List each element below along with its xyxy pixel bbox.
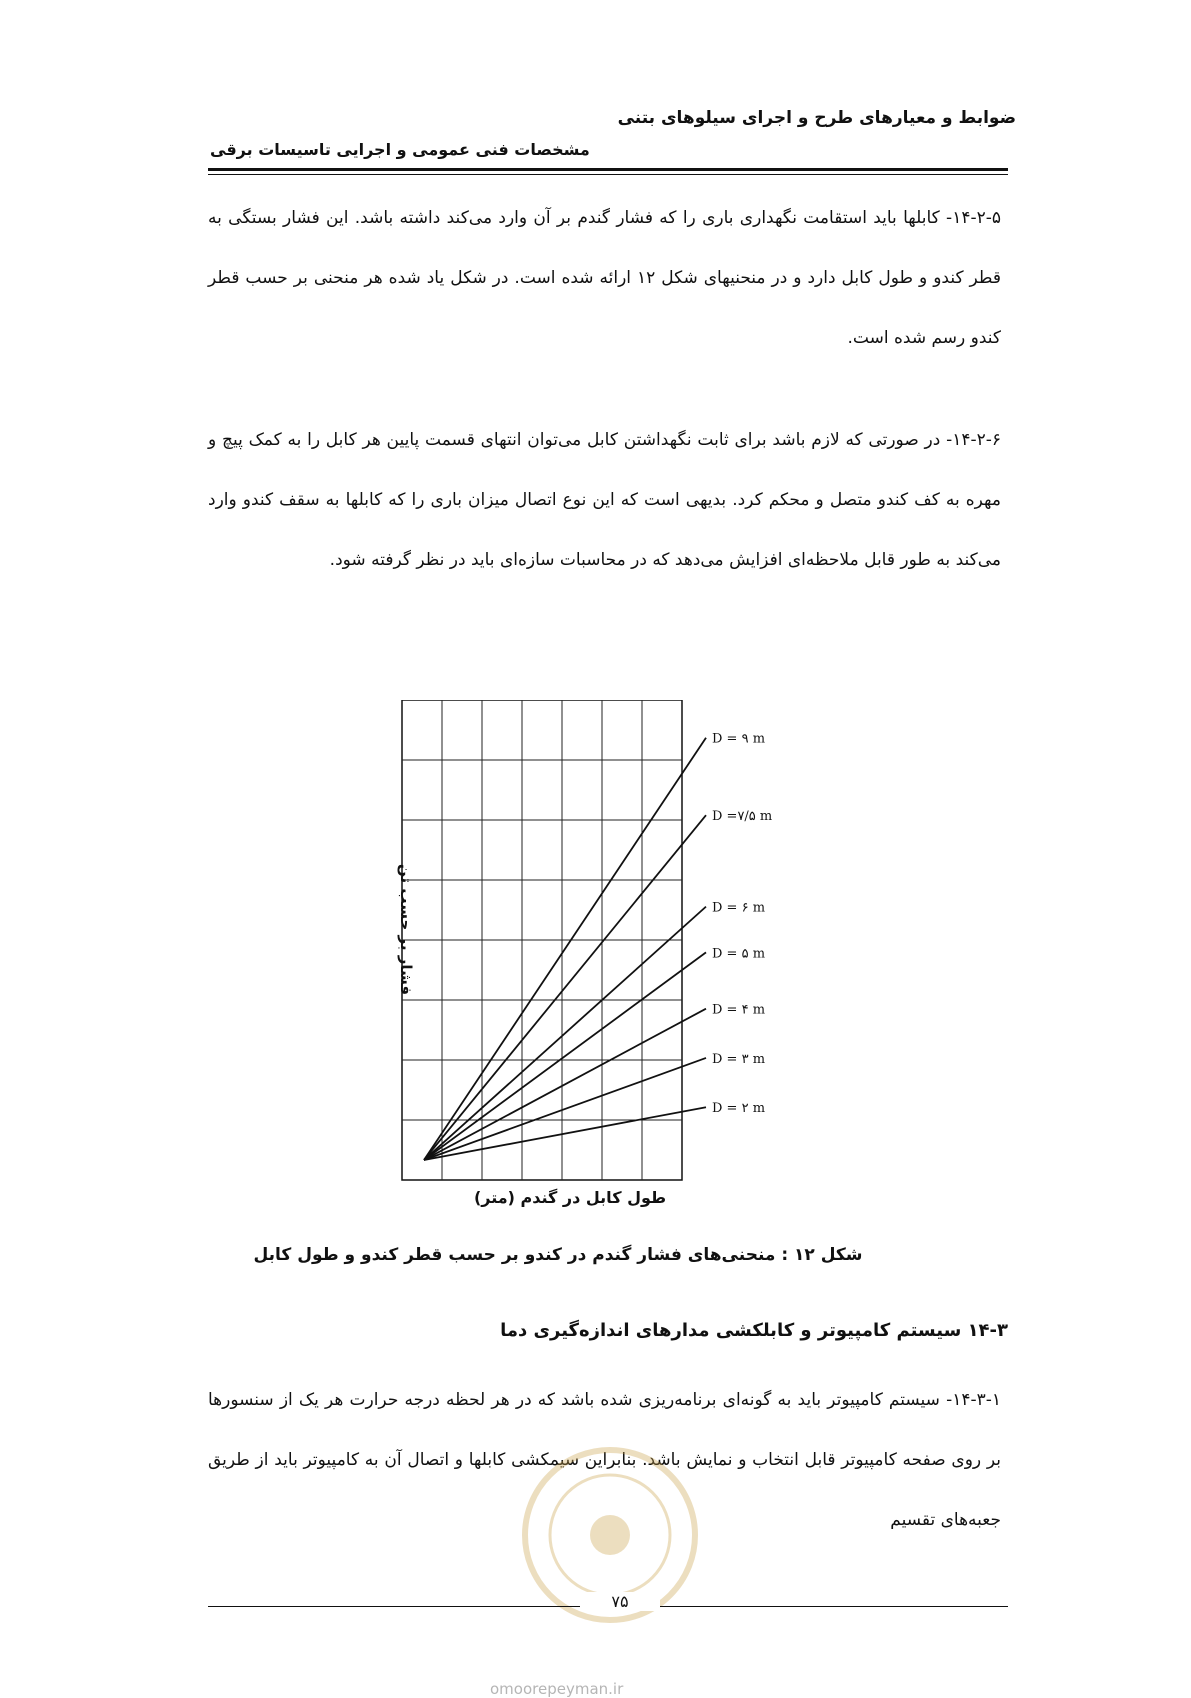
series-line-2 <box>424 907 706 1160</box>
watermark-text: omoorepeyman.ir <box>490 1680 624 1698</box>
series-label-3: D = ۵ m <box>712 946 766 962</box>
figure-12-chart <box>380 700 850 1220</box>
section-heading: ۱۴-۳ سیستم کامپیوتر و کابلکشی مدارهای اندازه‌گیری دما <box>500 1320 1008 1341</box>
header-rule-thin <box>208 174 1008 175</box>
header-left-title: مشخصات فنی عمومی و اجرایی تاسیسات برقی <box>210 140 590 159</box>
series-label-1: D =۷/۵ m <box>712 809 773 825</box>
paragraph-14-2-6: ۱۴-۲-۶- در صورتی که لازم باشد برای ثابت نگهداشتن کابل می‌توان انتهای قسمت پایین هر کابل را به کمک پیچ و مهره به کف کندو متصل و محکم کرد. بدیهی است که این نوع اتصال میزان باری را که کابلها به سقف کندو وارد می‌کند به طور قابل ملاحظه‌ای افزایش می‌دهد که در محاسبات سازه‌ای باید در نظر گرفته شود. <box>208 430 1001 570</box>
series-label-0: D = ۹ m <box>712 731 766 747</box>
series-label-5: D = ۳ m <box>712 1051 766 1067</box>
page-number: ۷۵ <box>580 1592 660 1611</box>
chart-x-axis-label: طول کابل در گندم (متر) <box>473 1188 667 1207</box>
series-line-4 <box>424 1009 706 1160</box>
series-line-0 <box>424 738 706 1160</box>
header-right-title: ضوابط و معیارهای طرح و اجرای سیلوهای بتنی <box>617 108 1016 128</box>
series-label-2: D = ۶ m <box>712 900 766 916</box>
chart-svg <box>380 700 850 1220</box>
header-rule <box>208 168 1008 171</box>
paragraph-14-2-5: ۱۴-۲-۵- کابلها باید استقامت نگهداری باری را که فشار گندم بر آن وارد می‌کند داشته باشد. این فشار بستگی به قطر کندو و طول کابل دارد و در منحنیهای شکل ۱۲ ارائه شده است. در شکل یاد شده هر منحنی بر حسب قطر کندو رسم شده است. <box>208 208 1001 348</box>
series-label-6: D = ۲ m <box>712 1101 766 1117</box>
series-line-6 <box>424 1107 706 1160</box>
series-label-4: D = ۴ m <box>712 1002 766 1018</box>
paragraph-14-3-1: ۱۴-۳-۱- سیستم کامپیوتر باید به گونه‌ای برنامه‌ریزی شده باشد که در هر لحظه درجه حرارت هر یک از سنسورها بر روی صفحه کامپیوتر قابل انتخاب و نمایش باشد. بنابراین سیمکشی کابلها و اتصال آن به کامپیوتر باید از طریق جعبه‌های تقسیم <box>208 1390 1001 1530</box>
chart-y-axis-label: فشار بر حسب تن <box>397 864 415 996</box>
figure-caption: شکل ۱۲ : منحنی‌های فشار گندم در کندو بر حسب قطر کندو و طول کابل <box>253 1245 863 1265</box>
series-line-3 <box>424 952 706 1160</box>
